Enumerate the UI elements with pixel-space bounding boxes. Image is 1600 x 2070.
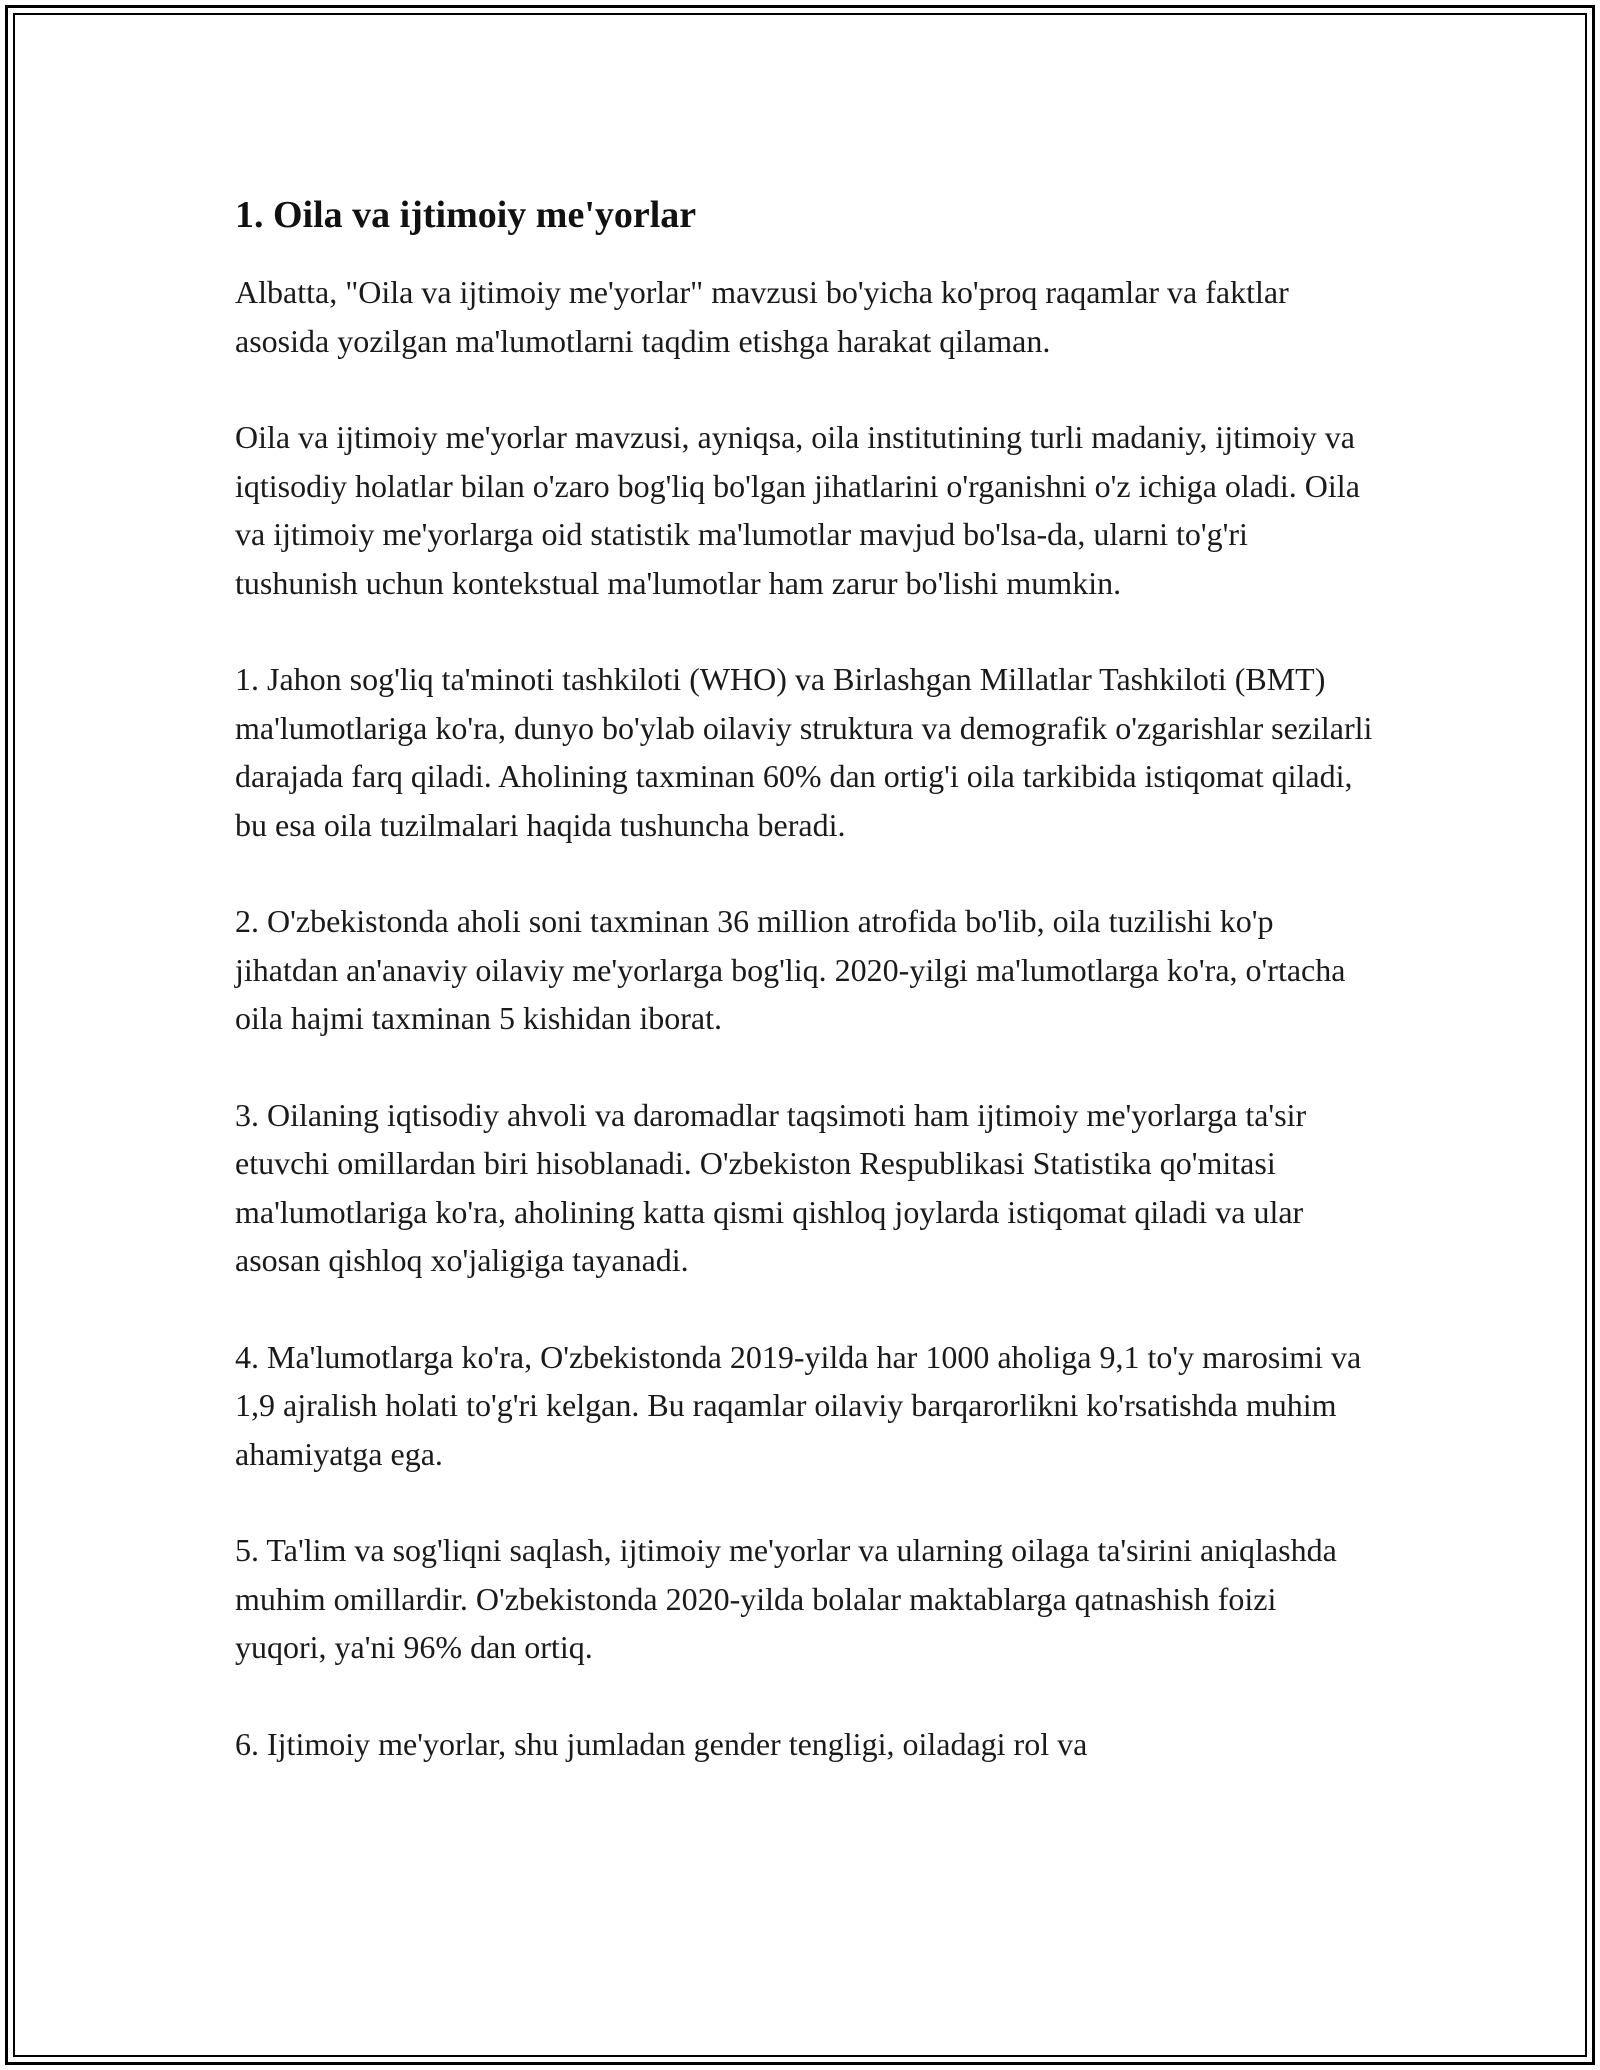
- overview-paragraph: Oila va ijtimoiy me'yorlar mavzusi, ayniqsa, oila institutining turli madaniy, ijtimoiy va iqtisodiy holatlar bilan o'zaro bog'liq bo'lgan jihatlarini o'rganishni o'z ichiga oladi. Oila va ijtimoiy me'yorlarga oid statistik ma'lumotlar mavjud bo'lsa-da, ularni to'g'ri tushunish uchun kontekstual ma'lumotlar ham zarur bo'lishi mumkin.: [235, 419, 1360, 601]
- list-item-3: 3. Oilaning iqtisodiy ahvoli va daromadlar taqsimoti ham ijtimoiy me'yorlarga ta'sir etuvchi omillardan biri hisoblanadi. O'zbekiston Respublikasi Statistika qo'mitasi ma'lumotlariga ko'ra, aholining katta qismi qishloq joylarda istiqomat qiladi va ular asosan qishloq xo'jaligiga tayanadi.: [235, 1096, 1307, 1278]
- list-item-4: 4. Ma'lumotlarga ko'ra, O'zbekistonda 2019-yilda har 1000 aholiga 9,1 to'y marosimi va 1,9 ajralish holati to'g'ri kelgan. Bu raqamlar oilaviy barqarorlikni ko'rsatishda muhim ahamiyatga ega.: [235, 1338, 1362, 1472]
- list-item-2: 2. O'zbekistonda aholi soni taxminan 36 million atrofida bo'lib, oila tuzilishi ko'p jihatdan an'anaviy oilaviy me'yorlarga bog'liq. 2020-yilgi ma'lumotlarga ko'ra, o'rtacha oila hajmi taxminan 5 kishidan iborat.: [235, 903, 1346, 1036]
- list-item-6: 6. Ijtimoiy me'yorlar, shu jumladan gender tengligi, oiladagi rol va: [235, 1725, 1088, 1762]
- intro-paragraph: Albatta, "Oila va ijtimoiy me'yorlar" mavzusi bo'yicha ko'proq raqamlar va faktlar asosida yozilgan ma'lumotlarni taqdim etishga harakat qilaman.: [235, 274, 1289, 359]
- list-item-5: 5. Ta'lim va sog'liqni saqlash, ijtimoiy me'yorlar va ularning oilaga ta'sirini aniqlashda muhim omillardir. O'zbekistonda 2020-yilda bolalar maktablarga qatnashish foizi yuqori, ya'ni 96% dan ortiq.: [235, 1532, 1337, 1665]
- section-title: 1. Oila va ijtimoiy me'yorlar: [235, 194, 697, 236]
- document-body: [235, 188, 1375, 1816]
- list-item-1: 1. Jahon sog'liq ta'minoti tashkiloti (WHO) va Birlashgan Millatlar Tashkiloti (BMT) ma'lumotlariga ko'ra, dunyo bo'ylab oilaviy struktura va demografik o'zgarishlar sezilarli darajada farq qiladi. Aholining taxminan 60% dan ortig'i oila tarkibida istiqomat qiladi, bu esa oila tuzilmalari haqida tushuncha beradi.: [235, 661, 1373, 843]
